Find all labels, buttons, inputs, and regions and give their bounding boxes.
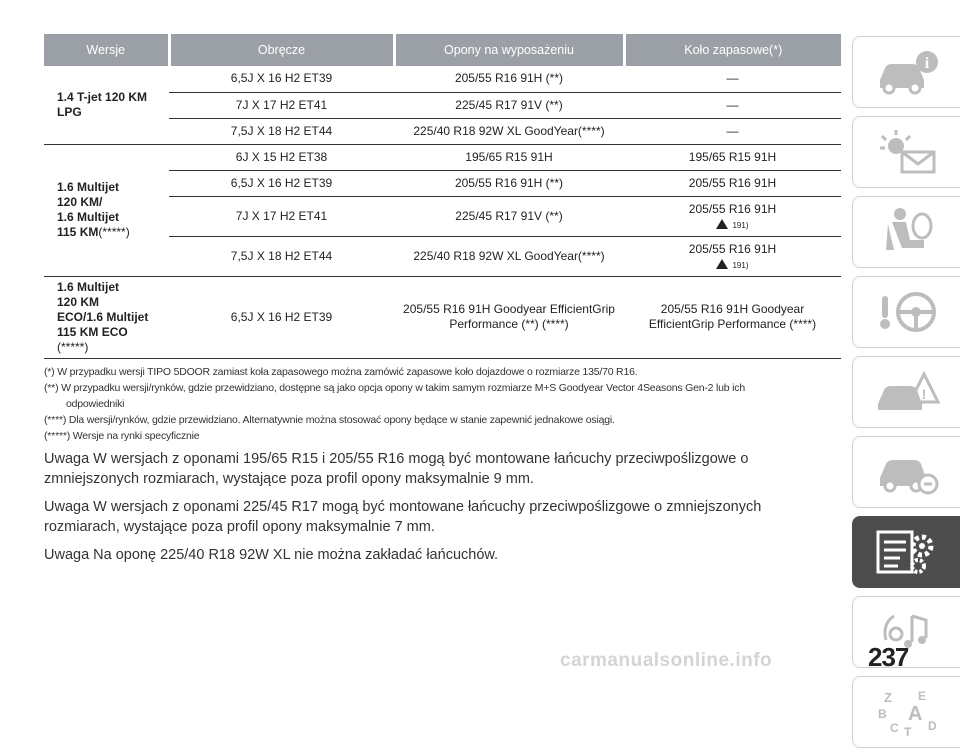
version-line: 1.6 Multijet — [57, 279, 120, 294]
index-letter: Z — [883, 690, 892, 705]
footnote: (*****) Wersje na rynki specyficznie — [44, 429, 200, 442]
index-letter: C — [889, 721, 899, 735]
warning-triangle-icon — [716, 259, 728, 269]
spare-cell — [624, 196, 841, 236]
version-line: 1.6 Multijet — [57, 210, 120, 224]
rim-cell — [169, 276, 394, 358]
warning-note-ref[interactable] — [628, 259, 837, 271]
table-header-row — [44, 34, 841, 66]
chapter-tab-technical-data[interactable] — [852, 516, 960, 588]
tyre-cell — [394, 66, 624, 92]
spare-cell — [624, 144, 841, 170]
warning-lights-icon — [872, 126, 942, 178]
index-letter: A — [907, 703, 922, 725]
tyre-cell-text: 205/55 R16 91H Goodyear EfficientGrip Performance (**) (****) — [403, 302, 615, 331]
spare-cell — [624, 170, 841, 196]
header-spare-wheel: Koło zapasowe(*) — [624, 34, 841, 66]
spare-cell — [624, 236, 841, 276]
version-line: 1.6 Multijet — [57, 180, 120, 194]
table-body — [44, 66, 841, 358]
tyre-cell-text: 225/40 R18 92W XL GoodYear(****) — [413, 123, 605, 138]
spare-cell-text: — — [726, 123, 739, 138]
index-letter: T — [903, 725, 911, 738]
spare-cell-text: 195/65 R15 91H — [688, 149, 777, 164]
tyre-cell — [394, 92, 624, 118]
chapter-tab-emergency[interactable] — [852, 356, 960, 428]
page-number: 237 — [868, 642, 909, 672]
rim-cell — [169, 196, 394, 236]
warning-triangle-icon — [716, 219, 728, 229]
rim-cell-text: 6,5J X 16 H2 ET39 — [230, 309, 333, 324]
footnote: (*) W przypadku wersji TIPO 5DOOR zamiast koła zapasowego można zamówić zapasowe koło dojazdowe o rozmiarze 135/70 R16. — [44, 365, 638, 378]
tyre-cell — [394, 170, 624, 196]
rim-cell-text: 6J X 15 H2 ET38 — [235, 149, 328, 164]
rim-cell — [169, 170, 394, 196]
note-paragraph: Uwaga W wersjach z oponami 225/45 R17 mogą być montowane łańcuchy przeciwpoślizgowe o zmniejszonych rozmiarach, wystające poza profil opony maksymalnie 7 mm. — [44, 498, 762, 535]
note-number: 191) — [732, 260, 749, 270]
rim-cell — [169, 92, 394, 118]
footnote: odpowiedniki — [66, 397, 125, 410]
note-number: 191) — [732, 220, 749, 230]
tyre-cell-text: 195/65 R15 91H — [465, 149, 553, 164]
tyre-cell-text: 205/55 R16 91H (**) — [454, 175, 564, 190]
tyre-cell-text: 205/55 R16 91H (**) — [454, 71, 564, 86]
technical-data-icon — [872, 526, 942, 578]
spare-cell-text: 205/55 R16 91H — [688, 175, 777, 190]
rim-cell-text: 6,5J X 16 H2 ET39 — [230, 71, 333, 86]
rim-cell — [169, 66, 394, 92]
footnotes — [44, 365, 841, 443]
table-row — [44, 66, 841, 92]
spare-cell-text: 205/55 R16 91H Goodyear EfficientGrip Performance (****) — [648, 302, 817, 331]
version-line: ECO/1.6 Multijet — [57, 309, 149, 324]
version-cell — [44, 276, 169, 358]
footnote: (**) W przypadku wersji/rynków, gdzie przewidziano, dostępne są jako opcja opony w takim samym rozmiarze M+S Goodyear Vector 4Seasons Gen-2 lub ich — [44, 381, 745, 394]
index-icon — [872, 686, 942, 738]
index-letter: E — [917, 689, 926, 703]
notes — [44, 449, 841, 565]
version-line: 115 KM — [57, 225, 99, 239]
tyre-cell — [394, 196, 624, 236]
seat-airbag-icon — [872, 206, 942, 258]
tyre-cell — [394, 144, 624, 170]
version-line: 120 KM — [57, 294, 100, 309]
tyre-cell-text: 225/40 R18 92W XL GoodYear(****) — [413, 248, 605, 263]
version-line: 1.4 T-jet 120 KM — [57, 89, 148, 104]
header-tyres: Opony na wyposażeniu — [394, 34, 624, 66]
rim-cell-text: 7J X 17 H2 ET41 — [235, 97, 328, 112]
spare-cell-text: — — [726, 97, 739, 112]
tyre-cell — [394, 118, 624, 144]
spare-cell — [624, 66, 841, 92]
note-paragraph: Uwaga W wersjach z oponami 195/65 R15 i 205/55 R16 mogą być montowane łańcuchy przeciwpoślizgowe o zmniejszonych rozmiarach, wystające poza profil opony maksymalnie 9 mm. — [44, 450, 749, 487]
table-row — [44, 144, 841, 170]
spare-cell-text: 205/55 R16 91H — [688, 241, 777, 256]
rim-cell — [169, 144, 394, 170]
tyre-cell — [394, 276, 624, 358]
version-line: 115 KM ECO — [57, 324, 128, 339]
tyre-cell-text: 225/45 R17 91V (**) — [455, 208, 563, 223]
spare-cell — [624, 276, 841, 358]
rim-cell — [169, 118, 394, 144]
version-note: (*****) — [57, 339, 89, 354]
index-letter: D — [927, 719, 937, 733]
spare-cell — [624, 118, 841, 144]
chapter-tab-driving[interactable] — [852, 276, 960, 348]
car-info-icon — [872, 46, 942, 98]
spare-cell-text: — — [726, 71, 739, 86]
watermark: carmanualsonline.info — [560, 650, 773, 671]
version-line: 120 KM/ — [57, 195, 103, 209]
car-accident-icon — [872, 366, 942, 418]
tyre-spec-table — [44, 34, 841, 359]
rim-cell — [169, 236, 394, 276]
version-cell — [44, 144, 169, 276]
header-rims: Obręcze — [169, 34, 394, 66]
svg-text:i: i — [924, 55, 929, 72]
version-note: (*****) — [98, 225, 130, 239]
index-letter: B — [877, 707, 887, 721]
chapter-tab-warning-lights[interactable] — [852, 116, 960, 188]
table-row — [44, 276, 841, 358]
rim-cell-text: 6,5J X 16 H2 ET39 — [230, 175, 333, 190]
svg-text:!: ! — [921, 386, 926, 402]
warning-note-ref[interactable] — [628, 219, 837, 231]
tyre-cell — [394, 236, 624, 276]
tyre-cell-text: 225/45 R17 91V (**) — [455, 97, 563, 112]
rim-cell-text: 7J X 17 H2 ET41 — [235, 208, 328, 223]
version-line: LPG — [57, 104, 82, 119]
rim-cell-text: 7,5J X 18 H2 ET44 — [230, 123, 333, 138]
chapter-tab-index[interactable] — [852, 676, 960, 748]
content-area — [44, 34, 841, 573]
steering-wheel-icon — [872, 286, 942, 338]
spare-cell — [624, 92, 841, 118]
chapter-tab-car-info[interactable] — [852, 36, 960, 108]
chapter-tab-maintenance[interactable] — [852, 436, 960, 508]
chapter-tab-safety[interactable] — [852, 196, 960, 268]
spare-cell-text: 205/55 R16 91H — [688, 201, 777, 216]
note-paragraph: Uwaga Na oponę 225/40 R18 92W XL nie można zakładać łańcuchów. — [44, 546, 499, 563]
footnote: (****) Dla wersji/rynków, gdzie przewidziano. Alternatywnie można stosować opony będące w stanie zapewnić jednakowe osiągi. — [44, 413, 615, 426]
header-versions: Wersje — [44, 34, 169, 66]
car-maintenance-icon — [872, 446, 942, 498]
rim-cell-text: 7,5J X 18 H2 ET44 — [230, 248, 333, 263]
version-cell — [44, 66, 169, 144]
